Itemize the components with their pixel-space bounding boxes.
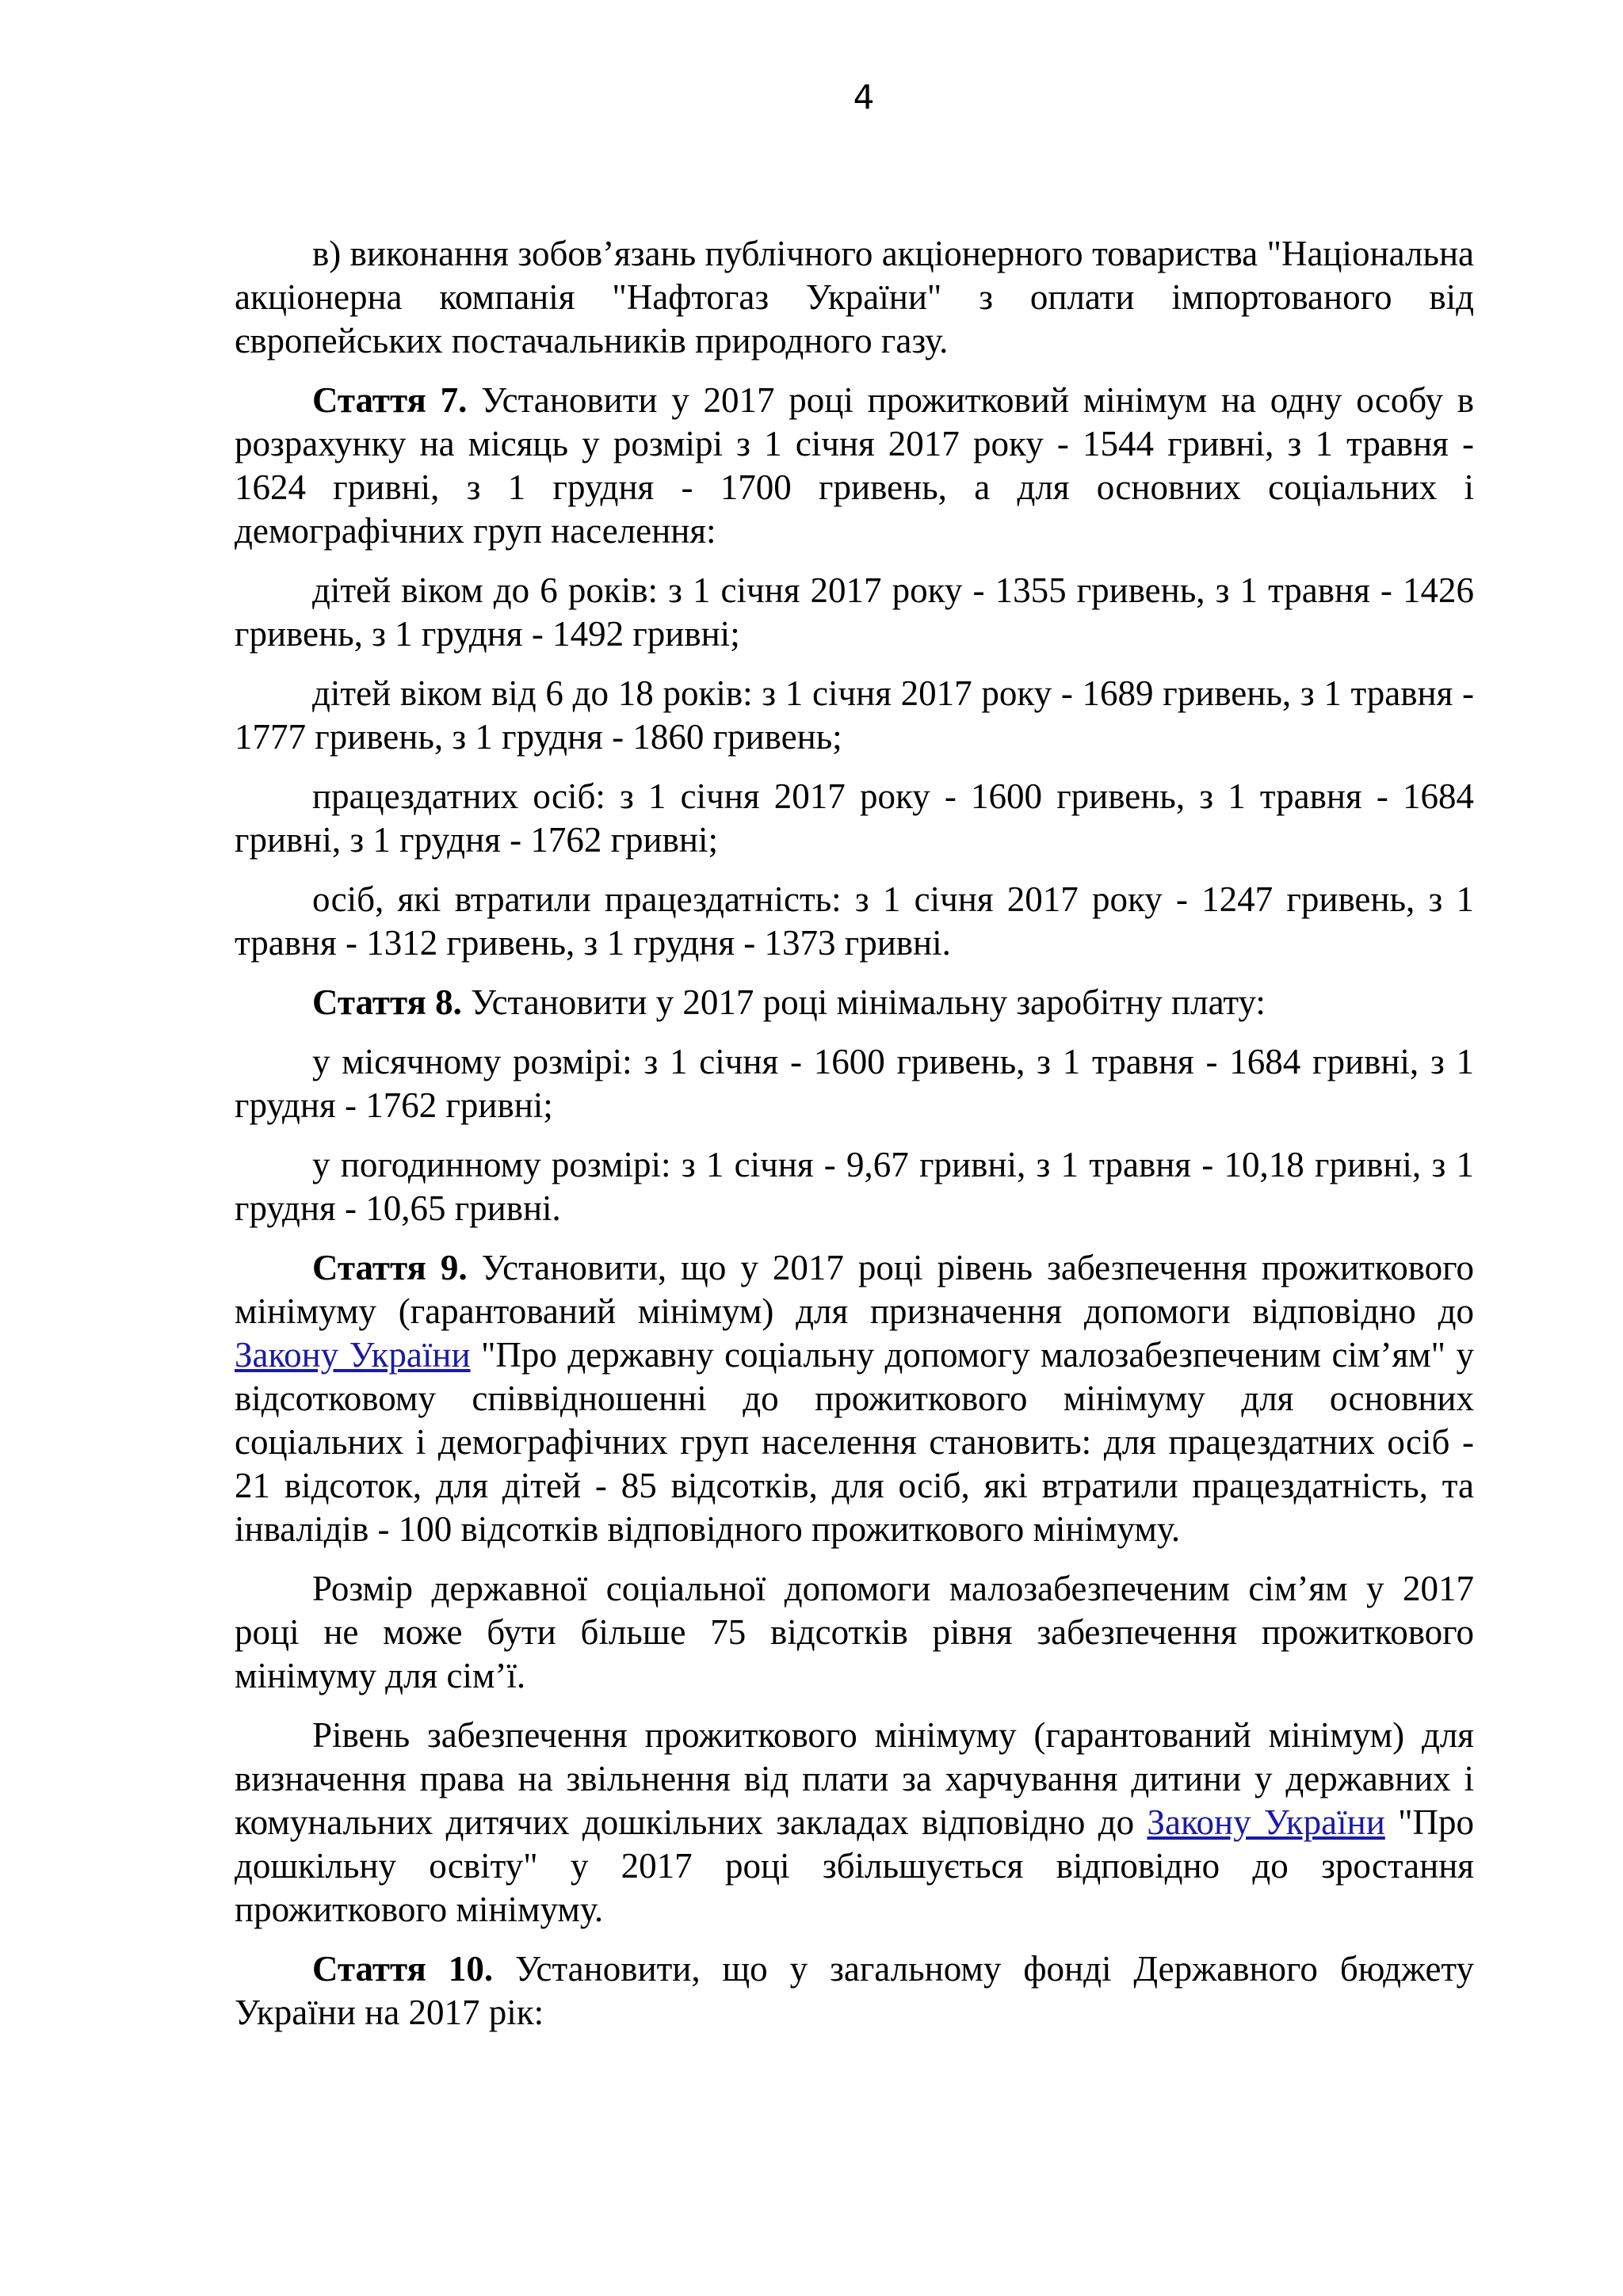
subsistence-disabled: осіб, які втратили працездатність: з 1 січня 2017 року - 1247 гривень, з 1 травня - 1312 гривень, з 1 грудня - 1373 гривні.	[235, 879, 1474, 963]
document-body	[235, 232, 1474, 2050]
page-number: 4	[853, 78, 875, 116]
article-7: Стаття 7. Установити у 2017 році прожитковий мінімум на одну особу в розрахунку на місяць у розмірі з 1 січня 2017 року - 1544 гривні, з 1 травня - 1624 гривні, з 1 грудня - 1700 гривень, а для основних соціальних і демографічних груп населення:	[235, 380, 1474, 551]
minimum-wage-monthly: у місячному розмірі: з 1 січня - 1600 гривень, з 1 травня - 1684 гривні, з 1 грудня - 1762 гривні;	[235, 1042, 1474, 1125]
subsistence-children-under-6: дітей віком до 6 років: з 1 січня 2017 року - 1355 гривень, з 1 травня - 1426 гривень, з 1 грудня - 1492 гривні;	[235, 570, 1474, 654]
law-link[interactable]: Закону України	[235, 1335, 471, 1375]
minimum-wage-hourly: у погодинному розмірі: з 1 січня - 9,67 гривні, з 1 травня - 10,18 гривні, з 1 грудня - 10,65 гривні.	[235, 1145, 1474, 1228]
article-heading: Стаття 9.	[312, 1248, 468, 1287]
law-link[interactable]: Закону України	[1147, 1802, 1385, 1842]
article-9: Стаття 9. Установити, що у 2017 році рівень забезпечення прожиткового мінімуму (гарантований мінімум) для призначення допомоги відповідно до Закону України "Про державну соціальну допомогу малозабезпеченим сім’ям" у відсотковому співвідношенні до прожиткового мінімуму для основних соціальних і демографічних груп населення становить: для працездатних осіб - 21 відсоток, для дітей - 85 відсотків, для осіб, які втратили працездатність, та інвалідів - 100 відсотків відповідного прожиткового мінімуму.	[235, 1248, 1474, 1549]
article-8: Стаття 8. Установити у 2017 році мінімальну заробітну плату:	[312, 982, 1266, 1022]
article-heading: Стаття 8.	[312, 982, 462, 1022]
article-10: Стаття 10. Установити, що у загальному фонді Державного бюджету України на 2017 рік:	[235, 1949, 1475, 2032]
article-heading: Стаття 7.	[312, 380, 468, 420]
article-heading: Стаття 10.	[312, 1949, 494, 1989]
subsistence-able-bodied: працездатних осіб: з 1 січня 2017 року - 1600 гривень, з 1 травня - 1684 гривні, з 1 грудня - 1762 гривні;	[235, 776, 1474, 860]
social-assistance-limit: Розмір державної соціальної допомоги малозабезпеченим сім’ям у 2017 році не може бути більше 75 відсотків рівня забезпечення прожиткового мінімуму для сім’ї.	[235, 1569, 1474, 1695]
subsistence-children-6-18: дітей віком від 6 до 18 років: з 1 січня 2017 року - 1689 гривень, з 1 травня - 1777 гривень, з 1 грудня - 1860 гривень;	[235, 673, 1474, 757]
paragraph-item-v: в) виконання зобов’язань публічного акціонерного товариства "Національна акціонерна компанія "Нафтогаз України" з оплати імпортованого від європейських постачальників природного газу.	[235, 234, 1474, 360]
preschool-meals-guarantee: Рівень забезпечення прожиткового мінімуму (гарантований мінімум) для визначення права на звільнення від плати за харчування дитини у державних і комунальних дитячих дошкільних закладах відповідно до Закону України "Про дошкільну освіту" у 2017 році збільшується відповідно до зростання прожиткового мінімуму.	[235, 1715, 1475, 1929]
